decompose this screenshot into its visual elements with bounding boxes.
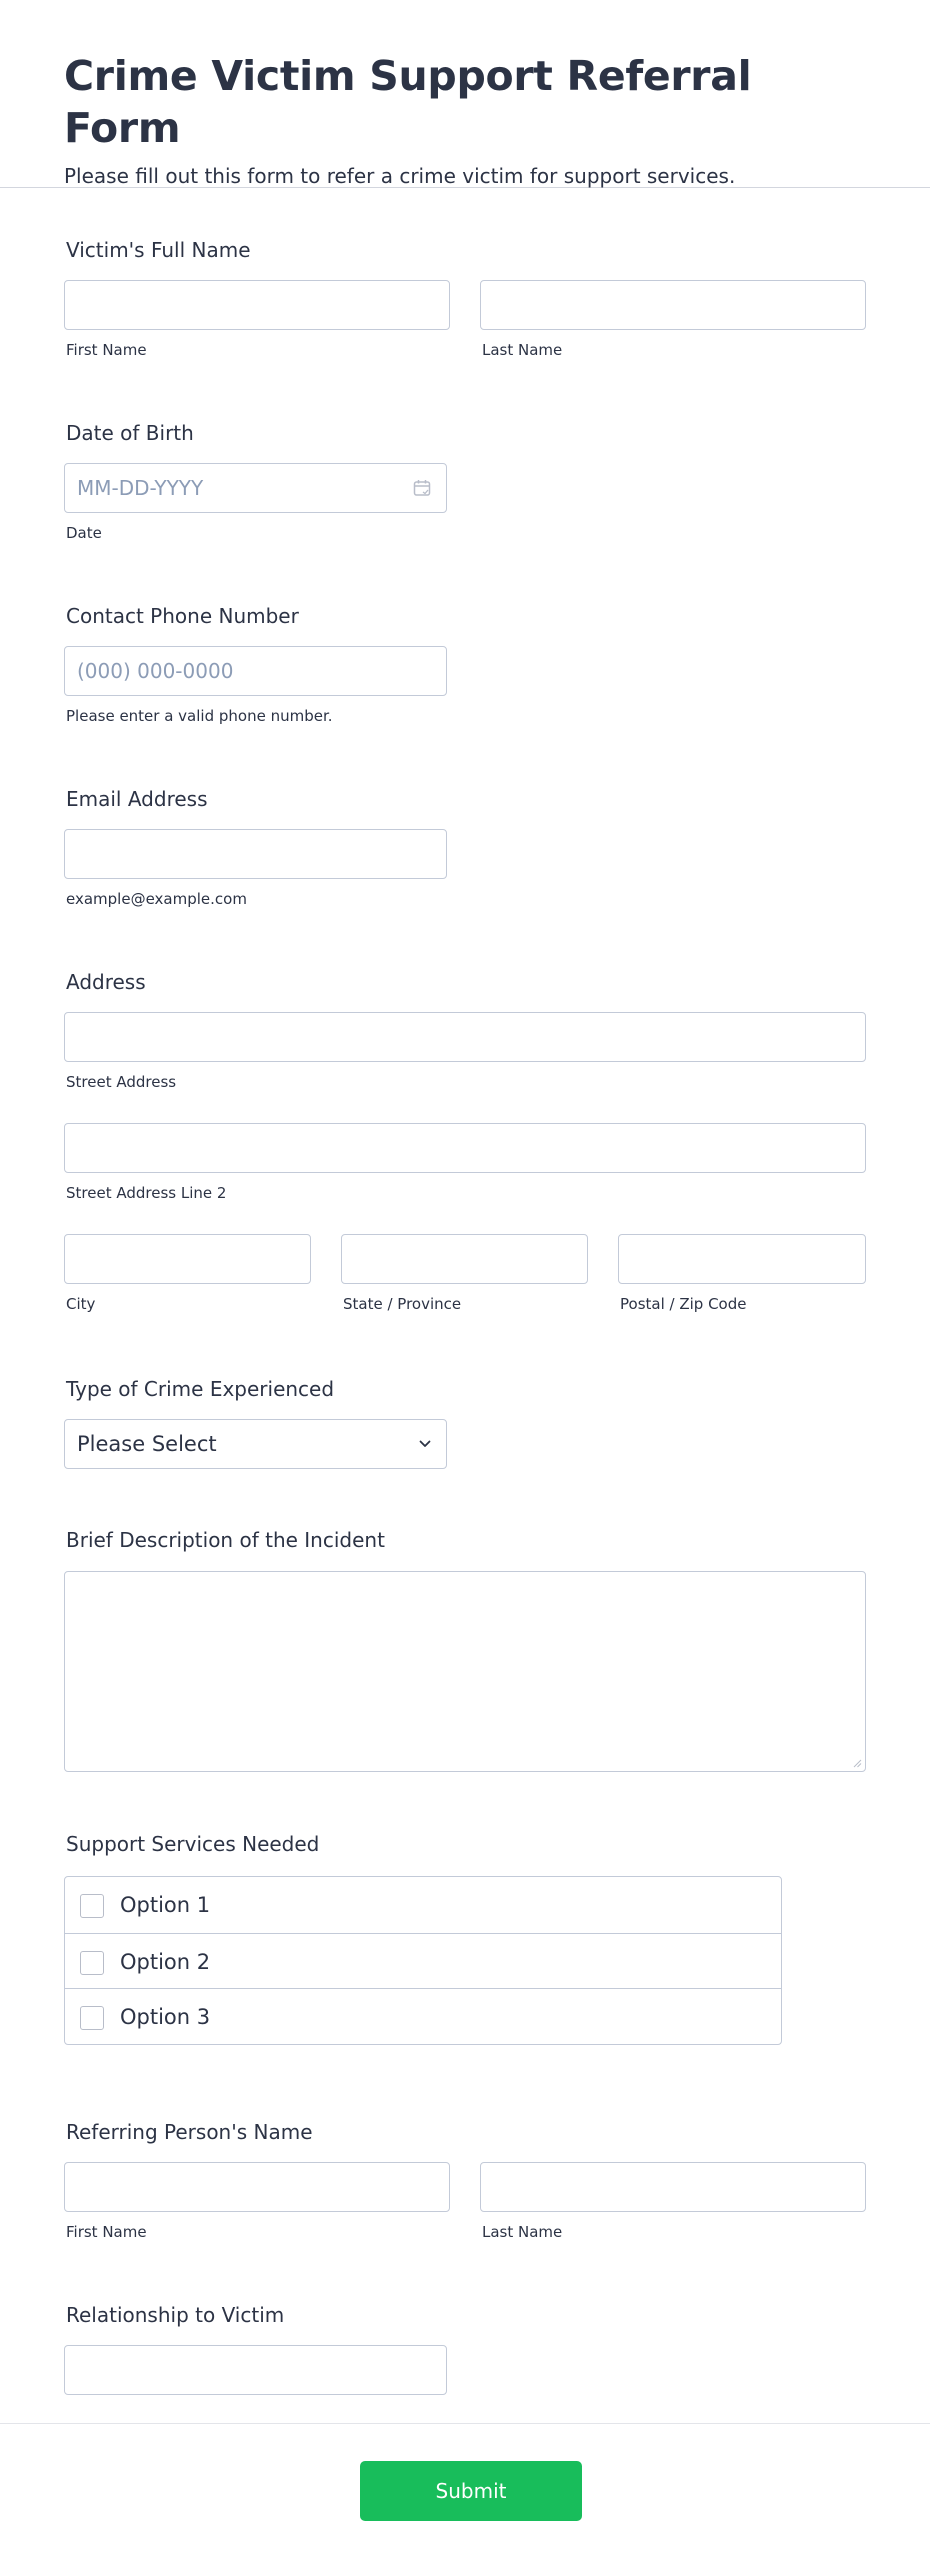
referrer-first-name-sublabel: First Name [66,2223,147,2241]
submit-button[interactable]: Submit [360,2461,582,2521]
state-input[interactable] [341,1234,588,1284]
services-option-2[interactable] [65,1933,781,1990]
crime-type-select[interactable] [64,1419,447,1469]
resize-handle-icon[interactable] [852,1758,862,1768]
form-title: Crime Victim Support Referral Form [64,52,752,152]
phone-placeholder: (000) 000-0000 [77,659,234,683]
calendar-icon[interactable] [412,478,432,498]
city-input[interactable] [64,1234,311,1284]
phone-sublabel: Please enter a valid phone number. [66,707,333,725]
street-address-line2-sublabel: Street Address Line 2 [66,1184,227,1202]
services-option-label: Option 3 [120,2005,211,2029]
street-address-input[interactable] [64,1012,866,1062]
checkbox[interactable] [80,1951,104,1975]
email-label: Email Address [66,787,208,811]
referrer-name-label: Referring Person's Name [66,2120,313,2144]
dob-sublabel: Date [66,524,102,542]
description-label: Brief Description of the Incident [66,1528,385,1552]
services-checkbox-group [64,1876,782,2045]
form-header [0,0,930,188]
postal-code-input[interactable] [618,1234,866,1284]
crime-type-selected-value: Please Select [77,1432,217,1456]
victim-first-name-sublabel: First Name [66,341,147,359]
email-input[interactable] [64,829,447,879]
dob-placeholder: MM-DD-YYYY [77,476,204,500]
city-sublabel: City [66,1295,96,1313]
checkbox[interactable] [80,1894,104,1918]
victim-name-label: Victim's Full Name [66,238,251,262]
description-textarea[interactable] [64,1571,866,1772]
form-footer [0,2423,930,2570]
address-label: Address [66,970,146,994]
email-sublabel: example@example.com [66,890,247,908]
street-address-line2-input[interactable] [64,1123,866,1173]
services-option-label: Option 1 [120,1893,211,1917]
state-sublabel: State / Province [343,1295,462,1313]
referrer-first-name-input[interactable] [64,2162,450,2212]
victim-first-name-input[interactable] [64,280,450,330]
services-option-label: Option 2 [120,1950,211,1974]
victim-last-name-input[interactable] [480,280,866,330]
chevron-down-icon [416,1435,434,1453]
street-address-sublabel: Street Address [66,1073,177,1091]
victim-last-name-sublabel: Last Name [482,341,563,359]
services-label: Support Services Needed [66,1832,320,1856]
relationship-label: Relationship to Victim [66,2303,285,2327]
postal-code-sublabel: Postal / Zip Code [620,1295,747,1313]
referrer-last-name-sublabel: Last Name [482,2223,563,2241]
crime-type-label: Type of Crime Experienced [66,1377,335,1401]
phone-label: Contact Phone Number [66,604,299,628]
form-subtitle: Please fill out this form to refer a crime victim for support services. [64,164,736,188]
form-body [0,188,930,2422]
referrer-last-name-input[interactable] [480,2162,866,2212]
dob-label: Date of Birth [66,421,194,445]
checkbox[interactable] [80,2006,104,2030]
services-option-1[interactable] [65,1877,781,1933]
dob-input[interactable] [64,463,447,513]
phone-input[interactable] [64,646,447,696]
services-option-3[interactable] [65,1988,781,2045]
relationship-input[interactable] [64,2345,447,2395]
